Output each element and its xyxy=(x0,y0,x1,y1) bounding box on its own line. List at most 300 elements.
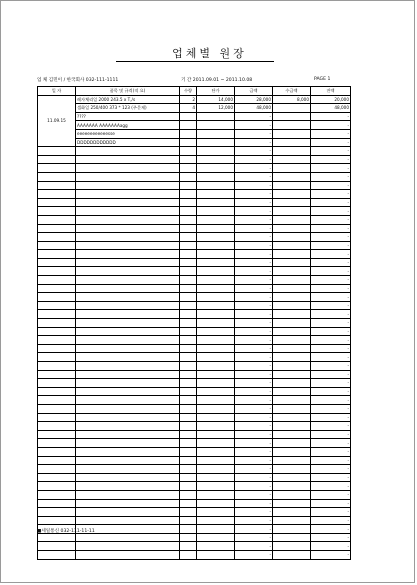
empty-cell xyxy=(273,233,311,242)
empty-cell xyxy=(273,250,311,259)
empty-cell xyxy=(38,353,76,362)
empty-cell xyxy=(273,172,311,181)
cell-item: ???? xyxy=(76,112,180,121)
table-row-empty xyxy=(38,198,351,207)
cell-balance: 20,000 xyxy=(311,95,351,104)
empty-cell xyxy=(180,207,197,216)
cell-balance: - xyxy=(311,473,351,482)
empty-cell xyxy=(38,319,76,328)
empty-cell xyxy=(197,473,235,482)
empty-cell xyxy=(273,533,311,542)
cell-amount: 48,000 xyxy=(235,104,273,113)
empty-cell xyxy=(197,370,235,379)
vendor-info: 업 체 김민이 / 한국회사 032-111-1111 xyxy=(37,78,119,83)
cell-balance: - xyxy=(311,336,351,345)
cell-balance: - xyxy=(311,319,351,328)
empty-cell xyxy=(273,396,311,405)
empty-cell xyxy=(38,482,76,491)
empty-cell xyxy=(197,422,235,431)
cell-amount: - xyxy=(235,490,273,499)
cell-balance: - xyxy=(311,525,351,534)
cell-balance: - xyxy=(311,215,351,224)
empty-cell xyxy=(38,422,76,431)
table-row-empty xyxy=(38,267,351,276)
empty-cell xyxy=(197,224,235,233)
empty-cell xyxy=(180,499,197,508)
table-row xyxy=(38,104,351,113)
cell-balance: - xyxy=(311,439,351,448)
empty-cell xyxy=(197,164,235,173)
cell-amount: - xyxy=(235,319,273,328)
cell-balance: - xyxy=(311,404,351,413)
cell-amount: - xyxy=(235,258,273,267)
cell-balance: - xyxy=(311,258,351,267)
empty-cell xyxy=(180,456,197,465)
table-row-empty xyxy=(38,207,351,216)
empty-cell xyxy=(197,198,235,207)
empty-cell xyxy=(76,147,180,156)
empty-cell xyxy=(273,508,311,517)
empty-cell xyxy=(180,276,197,285)
table-row-empty xyxy=(38,379,351,388)
table-row-empty xyxy=(38,172,351,181)
empty-cell xyxy=(38,250,76,259)
cell-amount: - xyxy=(235,344,273,353)
cell-amount: - xyxy=(235,508,273,517)
cell-qty: 4 xyxy=(180,104,197,113)
empty-cell xyxy=(38,551,76,560)
cell-received xyxy=(273,121,311,130)
empty-cell xyxy=(180,233,197,242)
cell-amount: - xyxy=(235,473,273,482)
table-row-empty xyxy=(38,284,351,293)
table-row-empty xyxy=(38,181,351,190)
empty-cell xyxy=(273,370,311,379)
empty-cell xyxy=(180,327,197,336)
cell-amount: - xyxy=(235,284,273,293)
empty-cell xyxy=(180,215,197,224)
period-info: 기 간 2011.09.01 ~ 2011.10.08 xyxy=(181,78,253,83)
col-header-balance: 잔액 xyxy=(311,87,351,96)
empty-cell xyxy=(38,533,76,542)
empty-cell xyxy=(38,284,76,293)
cell-balance: - xyxy=(311,362,351,371)
empty-cell xyxy=(273,430,311,439)
empty-cell xyxy=(38,241,76,250)
cell-price: 12,000 xyxy=(197,104,235,113)
empty-cell xyxy=(273,542,311,551)
empty-cell xyxy=(180,147,197,156)
empty-cell xyxy=(76,250,180,259)
empty-cell xyxy=(273,379,311,388)
empty-cell xyxy=(76,456,180,465)
empty-cell xyxy=(273,387,311,396)
cell-balance: - xyxy=(311,396,351,405)
table-row-empty xyxy=(38,447,351,456)
empty-cell xyxy=(197,542,235,551)
empty-cell xyxy=(197,490,235,499)
cell-amount: - xyxy=(235,198,273,207)
empty-cell xyxy=(38,310,76,319)
cell-balance: - xyxy=(311,293,351,302)
empty-cell xyxy=(76,164,180,173)
empty-cell xyxy=(197,379,235,388)
empty-cell xyxy=(38,198,76,207)
empty-cell xyxy=(197,293,235,302)
cell-received xyxy=(273,138,311,147)
empty-cell xyxy=(38,207,76,216)
cell-date: 11.09.15 xyxy=(38,95,76,147)
empty-cell xyxy=(38,473,76,482)
col-header-received: 수금액 xyxy=(273,87,311,96)
empty-cell xyxy=(38,301,76,310)
empty-cell xyxy=(38,215,76,224)
empty-cell xyxy=(76,258,180,267)
cell-balance: - xyxy=(311,190,351,199)
empty-cell xyxy=(76,207,180,216)
cell-received: 8,000 xyxy=(273,95,311,104)
empty-cell xyxy=(38,267,76,276)
empty-cell xyxy=(38,396,76,405)
cell-balance: - xyxy=(311,224,351,233)
cell-price xyxy=(197,121,235,130)
empty-cell xyxy=(76,353,180,362)
empty-cell xyxy=(180,241,197,250)
empty-cell xyxy=(76,508,180,517)
cell-balance: - xyxy=(311,430,351,439)
cell-balance: - xyxy=(311,516,351,525)
cell-amount: - xyxy=(235,456,273,465)
cell-balance: - xyxy=(311,250,351,259)
table-row-empty xyxy=(38,293,351,302)
empty-cell xyxy=(76,439,180,448)
empty-cell xyxy=(76,327,180,336)
empty-cell xyxy=(180,396,197,405)
empty-cell xyxy=(273,267,311,276)
cell-balance: - xyxy=(311,422,351,431)
empty-cell xyxy=(273,190,311,199)
ledger-table xyxy=(37,86,351,560)
cell-balance: - xyxy=(311,172,351,181)
empty-cell xyxy=(38,542,76,551)
empty-cell xyxy=(180,404,197,413)
empty-cell xyxy=(197,327,235,336)
table-row-empty xyxy=(38,396,351,405)
empty-cell xyxy=(38,456,76,465)
cell-amount: - xyxy=(235,551,273,560)
cell-amount: - xyxy=(235,181,273,190)
empty-cell xyxy=(273,164,311,173)
cell-amount: - xyxy=(235,542,273,551)
empty-cell xyxy=(273,284,311,293)
cell-amount: - xyxy=(235,396,273,405)
empty-cell xyxy=(180,293,197,302)
cell-amount: - xyxy=(235,422,273,431)
table-row-empty xyxy=(38,164,351,173)
empty-cell xyxy=(76,413,180,422)
cell-item: 셀화일 250/400 373 * 123 (주문제) xyxy=(76,104,180,113)
empty-cell xyxy=(76,499,180,508)
empty-cell xyxy=(197,396,235,405)
table-row-empty xyxy=(38,422,351,431)
empty-cell xyxy=(76,284,180,293)
empty-cell xyxy=(180,370,197,379)
empty-cell xyxy=(38,508,76,517)
empty-cell xyxy=(180,336,197,345)
empty-cell xyxy=(273,439,311,448)
cell-balance: - xyxy=(311,353,351,362)
col-header-date: 일 자 xyxy=(38,87,76,96)
empty-cell xyxy=(273,404,311,413)
empty-cell xyxy=(273,293,311,302)
table-row-empty xyxy=(38,404,351,413)
table-row-empty xyxy=(38,276,351,285)
table-row-empty xyxy=(38,413,351,422)
empty-cell xyxy=(180,508,197,517)
empty-cell xyxy=(197,499,235,508)
empty-cell xyxy=(38,224,76,233)
empty-cell xyxy=(76,551,180,560)
cell-amount: - xyxy=(235,224,273,233)
empty-cell xyxy=(76,404,180,413)
empty-cell xyxy=(273,276,311,285)
cell-balance: - xyxy=(311,233,351,242)
empty-cell xyxy=(197,551,235,560)
cell-balance: - xyxy=(311,276,351,285)
cell-amount: - xyxy=(235,267,273,276)
cell-balance: - xyxy=(311,551,351,560)
cell-item: eeeeeeeeeeeesse xyxy=(76,129,180,138)
empty-cell xyxy=(197,387,235,396)
empty-cell xyxy=(38,293,76,302)
footer-contact: ■세일통신 032-111-11-11 xyxy=(37,529,95,534)
empty-cell xyxy=(180,473,197,482)
cell-balance: - xyxy=(311,413,351,422)
empty-cell xyxy=(197,250,235,259)
table-row xyxy=(38,121,351,130)
table-row-empty xyxy=(38,224,351,233)
cell-balance: - xyxy=(311,447,351,456)
empty-cell xyxy=(273,241,311,250)
cell-amount: - xyxy=(235,525,273,534)
empty-cell xyxy=(197,155,235,164)
empty-cell xyxy=(273,301,311,310)
table-row-empty xyxy=(38,551,351,560)
empty-cell xyxy=(76,293,180,302)
empty-cell xyxy=(273,215,311,224)
empty-cell xyxy=(38,181,76,190)
empty-cell xyxy=(76,542,180,551)
empty-cell xyxy=(273,155,311,164)
cell-balance: - xyxy=(311,327,351,336)
cell-price xyxy=(197,112,235,121)
empty-cell xyxy=(180,551,197,560)
cell-amount: - xyxy=(235,112,273,121)
empty-cell xyxy=(76,387,180,396)
cell-balance: - xyxy=(311,181,351,190)
ledger-body xyxy=(38,95,351,559)
empty-cell xyxy=(180,319,197,328)
empty-cell xyxy=(76,267,180,276)
table-row-empty xyxy=(38,533,351,542)
cell-item: DDDDDDDDDDDD xyxy=(76,138,180,147)
empty-cell xyxy=(76,155,180,164)
cell-balance: - xyxy=(311,267,351,276)
empty-cell xyxy=(273,336,311,345)
empty-cell xyxy=(180,542,197,551)
empty-cell xyxy=(197,233,235,242)
empty-cell xyxy=(38,387,76,396)
empty-cell xyxy=(180,310,197,319)
table-row xyxy=(38,95,351,104)
cell-price: 14,000 xyxy=(197,95,235,104)
cell-amount: - xyxy=(235,138,273,147)
empty-cell xyxy=(38,439,76,448)
table-row-empty xyxy=(38,387,351,396)
empty-cell xyxy=(76,362,180,371)
empty-cell xyxy=(76,241,180,250)
empty-cell xyxy=(273,516,311,525)
empty-cell xyxy=(197,362,235,371)
empty-cell xyxy=(273,353,311,362)
cell-amount: - xyxy=(235,155,273,164)
table-row-empty xyxy=(38,465,351,474)
cell-balance: - xyxy=(311,198,351,207)
table-row-empty xyxy=(38,301,351,310)
empty-cell xyxy=(38,430,76,439)
empty-cell xyxy=(197,344,235,353)
empty-cell xyxy=(197,241,235,250)
cell-balance: - xyxy=(311,456,351,465)
empty-cell xyxy=(197,267,235,276)
table-row-empty xyxy=(38,147,351,156)
cell-qty: 2 xyxy=(180,95,197,104)
cell-received xyxy=(273,129,311,138)
cell-balance: - xyxy=(311,387,351,396)
cell-amount: - xyxy=(235,215,273,224)
empty-cell xyxy=(180,164,197,173)
table-row-empty xyxy=(38,430,351,439)
empty-cell xyxy=(180,190,197,199)
empty-cell xyxy=(76,422,180,431)
empty-cell xyxy=(197,413,235,422)
empty-cell xyxy=(38,190,76,199)
header-row xyxy=(38,87,351,96)
col-header-amount: 금액 xyxy=(235,87,273,96)
cell-amount: - xyxy=(235,336,273,345)
cell-qty xyxy=(180,138,197,147)
cell-amount: - xyxy=(235,129,273,138)
empty-cell xyxy=(38,370,76,379)
empty-cell xyxy=(180,465,197,474)
empty-cell xyxy=(180,181,197,190)
empty-cell xyxy=(197,301,235,310)
table-row-empty xyxy=(38,353,351,362)
empty-cell xyxy=(197,353,235,362)
cell-amount: - xyxy=(235,362,273,371)
cell-qty xyxy=(180,112,197,121)
col-header-item: 품목 및 규격(적 요) xyxy=(76,87,180,96)
empty-cell xyxy=(197,190,235,199)
empty-cell xyxy=(180,362,197,371)
empty-cell xyxy=(38,447,76,456)
table-row xyxy=(38,129,351,138)
table-row-empty xyxy=(38,473,351,482)
cell-balance: - xyxy=(311,508,351,517)
empty-cell xyxy=(38,336,76,345)
col-header-qty: 수량 xyxy=(180,87,197,96)
cell-amount: - xyxy=(235,447,273,456)
cell-amount: - xyxy=(235,404,273,413)
cell-balance: - xyxy=(311,138,351,147)
empty-cell xyxy=(273,525,311,534)
empty-cell xyxy=(76,224,180,233)
empty-cell xyxy=(76,190,180,199)
empty-cell xyxy=(180,379,197,388)
empty-cell xyxy=(180,533,197,542)
empty-cell xyxy=(273,258,311,267)
empty-cell xyxy=(273,473,311,482)
empty-cell xyxy=(273,422,311,431)
empty-cell xyxy=(38,327,76,336)
empty-cell xyxy=(38,379,76,388)
empty-cell xyxy=(38,147,76,156)
empty-cell xyxy=(273,465,311,474)
empty-cell xyxy=(76,465,180,474)
cell-qty xyxy=(180,129,197,138)
cell-amount: - xyxy=(235,121,273,130)
table-row-empty xyxy=(38,336,351,345)
empty-cell xyxy=(273,482,311,491)
cell-balance: - xyxy=(311,490,351,499)
empty-cell xyxy=(180,482,197,491)
cell-balance: - xyxy=(311,499,351,508)
cell-qty xyxy=(180,121,197,130)
cell-balance: - xyxy=(311,207,351,216)
empty-cell xyxy=(76,344,180,353)
cell-amount: - xyxy=(235,250,273,259)
cell-amount: - xyxy=(235,533,273,542)
cell-balance: - xyxy=(311,284,351,293)
table-row-empty xyxy=(38,516,351,525)
cell-item: AAAAAAA AAAAAAAagg xyxy=(76,121,180,130)
cell-amount: - xyxy=(235,241,273,250)
empty-cell xyxy=(273,310,311,319)
table-row-empty xyxy=(38,233,351,242)
cell-amount: - xyxy=(235,172,273,181)
cell-balance: - xyxy=(311,542,351,551)
table-row-empty xyxy=(38,542,351,551)
cell-amount: - xyxy=(235,379,273,388)
col-header-price: 단가 xyxy=(197,87,235,96)
empty-cell xyxy=(38,172,76,181)
empty-cell xyxy=(273,551,311,560)
table-row-empty xyxy=(38,327,351,336)
table-row-empty xyxy=(38,499,351,508)
empty-cell xyxy=(197,181,235,190)
cell-price xyxy=(197,129,235,138)
empty-cell xyxy=(197,207,235,216)
cell-amount: - xyxy=(235,310,273,319)
cell-amount: - xyxy=(235,465,273,474)
table-row-empty xyxy=(38,190,351,199)
empty-cell xyxy=(76,430,180,439)
empty-cell xyxy=(180,430,197,439)
empty-cell xyxy=(38,516,76,525)
empty-cell xyxy=(180,422,197,431)
table-row-empty xyxy=(38,344,351,353)
empty-cell xyxy=(38,233,76,242)
